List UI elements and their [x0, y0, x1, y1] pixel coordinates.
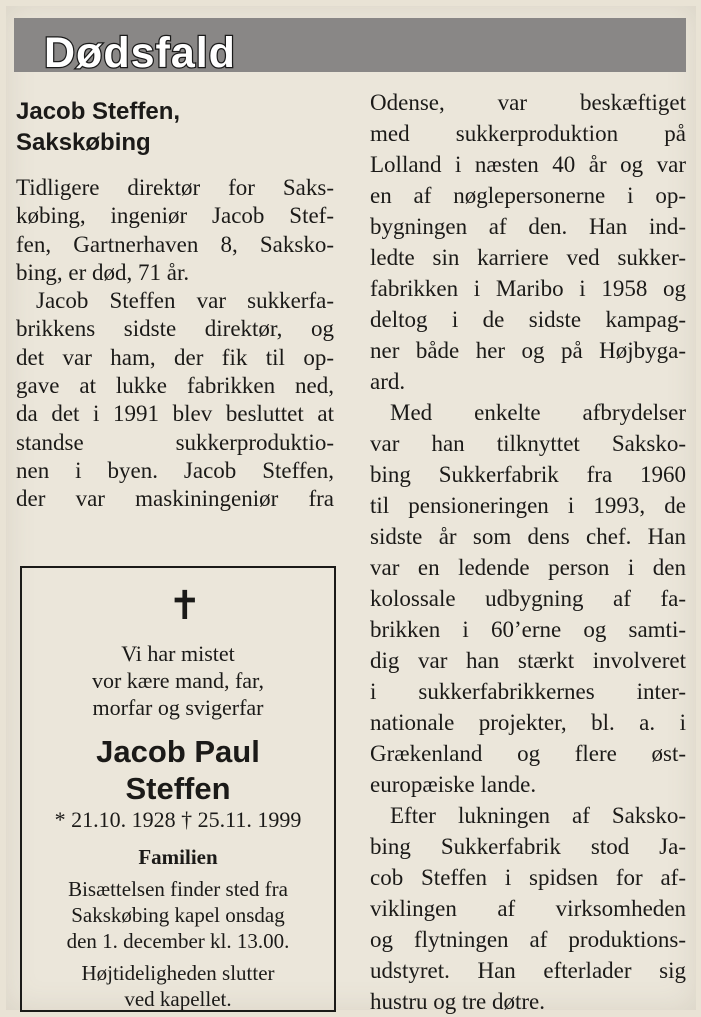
text-line: Med enkelte afbrydelser [390, 400, 686, 425]
funeral-info-line: Sakskøbing kapel onsdag [71, 903, 285, 927]
text-line: nationale projekter, bl. a. i [370, 710, 686, 735]
notice-intro-line: vor kære mand, far, [91, 668, 264, 693]
paragraph [16, 174, 334, 287]
article-right-column [370, 87, 686, 1017]
text-line: cob Steffen i spidsen for af- [370, 865, 686, 890]
family-signature: Familien [138, 845, 218, 869]
article-headline [16, 96, 334, 158]
death-notice [20, 566, 336, 1012]
cross-icon: ✝ [168, 583, 202, 629]
ceremony-info-line: ved kapellet. [124, 987, 232, 1011]
text-line: Grækenland og flere øst- [370, 741, 686, 766]
text-line: da det i 1991 blev besluttet at [16, 401, 334, 427]
text-line: sidste år som dens chef. Han [370, 524, 686, 549]
text-line: viklingen af virksomheden [370, 896, 686, 921]
text-line: ledte sin karriere ved sukker- [370, 245, 686, 270]
text-line: Odense, var beskæftiget [370, 90, 686, 115]
paragraph [370, 800, 686, 1017]
deceased-name-line: Jacob Paul [96, 734, 260, 769]
text-line: var han tilknyttet Saksko- [370, 431, 686, 456]
text-line: Lolland i næsten 40 år og var [370, 152, 686, 177]
text-line: bing Sukkerfabrik fra 1960 [370, 462, 686, 487]
life-dates: * 21.10. 1928 † 25.11. 1999 [54, 807, 302, 832]
text-line: der var maskiningeniør fra [16, 486, 334, 512]
paragraph [370, 397, 686, 800]
text-line: hustru og tre døtre. [370, 989, 546, 1014]
section-banner [14, 18, 686, 77]
text-line: brikken i 60’erne og samti- [370, 617, 686, 642]
text-line: ard. [370, 369, 406, 394]
text-line: ner både her og på Højbyga- [370, 338, 686, 363]
notice-intro-line: morfar og svigerfar [92, 695, 264, 720]
text-line: gave at lukke fabrikken ned, [16, 373, 334, 399]
notice-intro-line: Vi har mistet [121, 641, 235, 666]
text-line: Tidligere direktør for Saks- [16, 175, 334, 200]
headline-line: Sakskøbing [16, 129, 151, 156]
text-line: med sukkerproduktion på [370, 121, 686, 146]
text-line: en af nøglepersonerne i op- [370, 183, 686, 208]
text-line: og flytningen af produktions- [370, 927, 686, 952]
text-line: Efter lukningen af Saksko- [390, 803, 686, 828]
ceremony-info [22, 960, 334, 1012]
text-line: dig var han stærkt involveret [370, 648, 686, 673]
text-line: fen, Gartnerhaven 8, Saksko- [16, 231, 334, 257]
text-line: i sukkerfabrikkernes inter- [370, 679, 686, 704]
paragraph [370, 87, 686, 397]
article-left-column [16, 96, 334, 514]
text-line: brikkens sidste direktør, og [16, 316, 334, 342]
text-line: bygningen af den. Han ind- [370, 214, 686, 239]
article-body [16, 174, 334, 514]
text-line: nen i byen. Jacob Steffen, [16, 457, 334, 483]
funeral-info-line: Bisættelsen finder sted fra [68, 877, 288, 901]
deceased-name [22, 733, 334, 807]
notice-intro [22, 640, 334, 721]
text-line: bing, er død, 71 år. [16, 259, 190, 285]
funeral-info [22, 876, 334, 954]
headline-line: Jacob Steffen, [16, 98, 181, 125]
text-line: bing Sukkerfabrik stod Ja- [370, 834, 686, 859]
text-line: udstyret. Han efterlader sig [370, 958, 686, 983]
text-line: købing, ingeniør Jacob Stef- [16, 203, 334, 229]
ceremony-info-line: Højtideligheden slutter [81, 961, 275, 985]
text-line: standse sukkerproduktio- [16, 429, 334, 455]
section-title: Dødsfald [44, 29, 236, 77]
text-line: til pensioneringen i 1993, de [370, 493, 686, 518]
text-line: det var ham, der fik til op- [16, 344, 334, 370]
text-line: kolossale udbygning af fa- [370, 586, 686, 611]
text-line: var en ledende person i den [370, 555, 686, 580]
text-line: europæiske lande. [370, 772, 537, 797]
text-line: fabrikken i Maribo i 1958 og [370, 276, 686, 301]
deceased-name-line: Steffen [125, 771, 231, 806]
text-line: deltog i de sidste kampag- [370, 307, 686, 332]
funeral-info-line: den 1. december kl. 13.00. [66, 929, 290, 953]
text-line: Jacob Steffen var sukkerfa- [36, 288, 334, 314]
paragraph [16, 287, 334, 513]
